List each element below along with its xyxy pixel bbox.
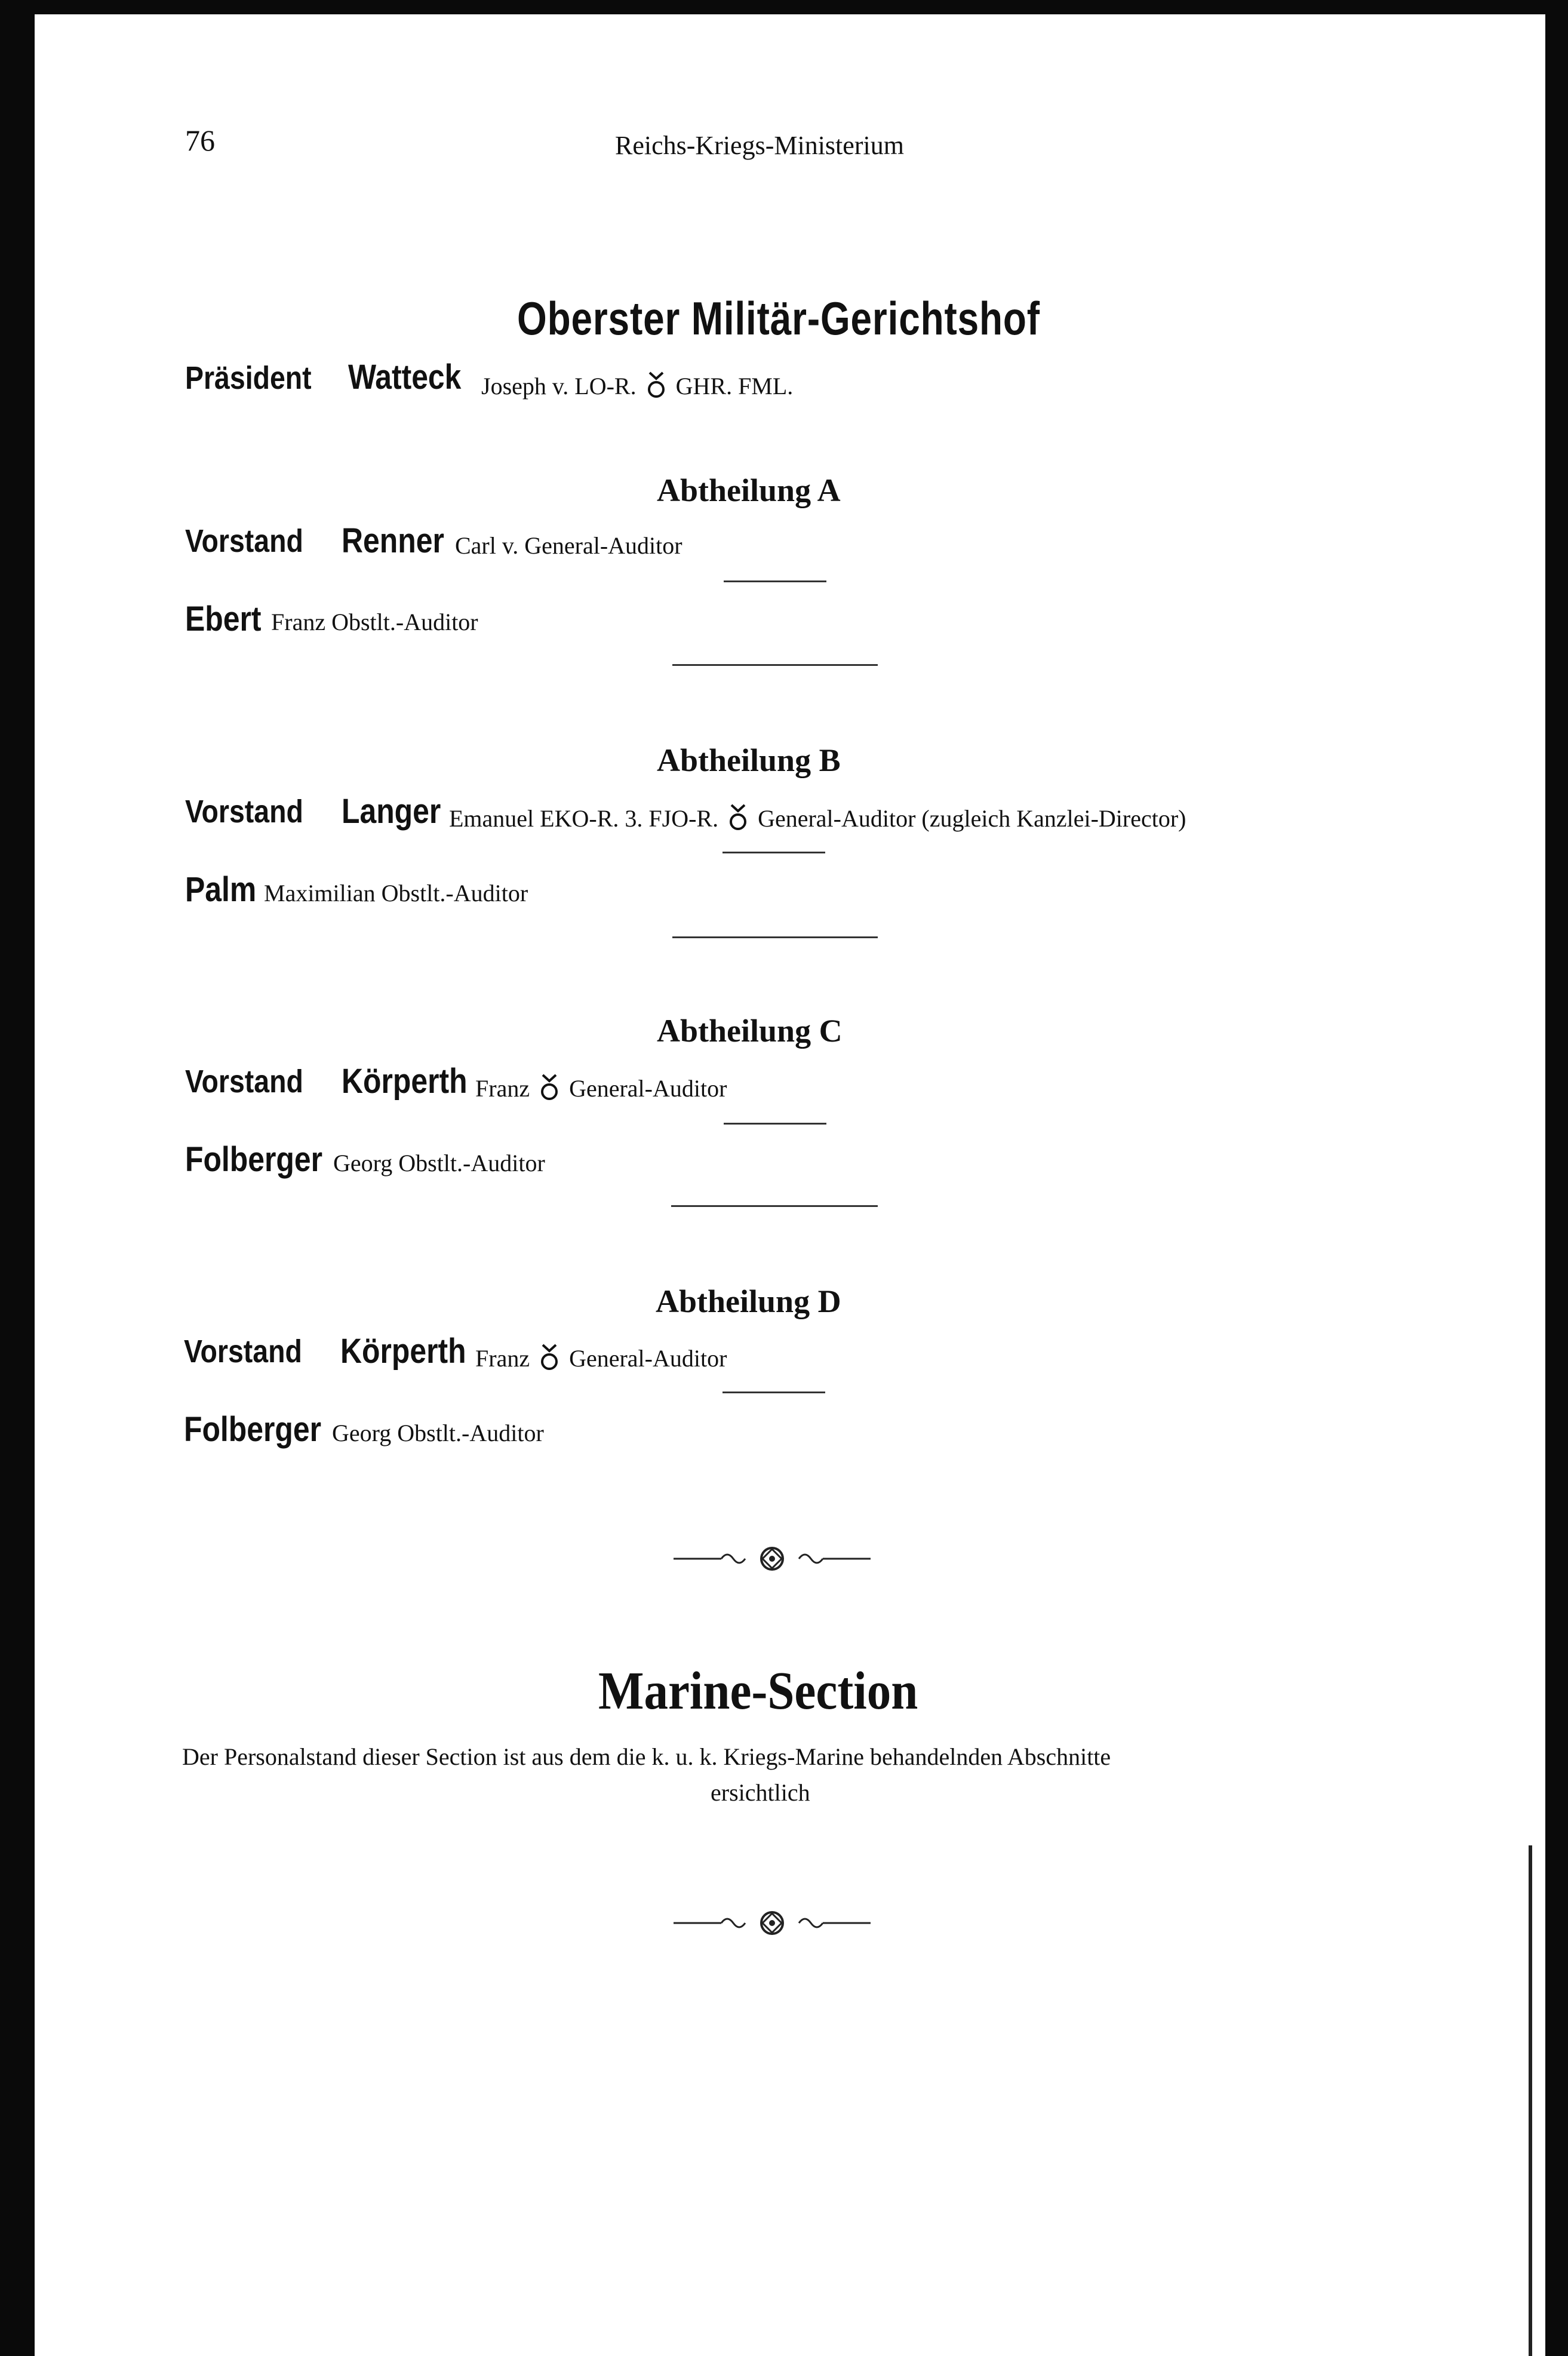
head-role-b: Vorstand: [185, 794, 303, 830]
section-title-d: Abtheilung D: [656, 1283, 841, 1319]
marine-note-line2: ersichtlich: [711, 1779, 810, 1806]
president-role: Präsident: [185, 360, 312, 396]
section-title-a: Abtheilung A: [657, 472, 841, 508]
scan-border-left: [0, 0, 35, 2356]
order-decoration-icon: [646, 370, 666, 407]
ornamental-divider-icon: [674, 1905, 871, 1943]
president-detail-text: Joseph v. LO-R.: [481, 373, 637, 400]
head-name-b: Langer: [342, 792, 441, 831]
marine-note-line1: Der Personalstand dieser Section ist aus dem die k. u. k. Kriegs-Marine behandelnden Abschnitte: [182, 1743, 1111, 1770]
member-name-c: Folberger: [185, 1140, 323, 1179]
court-title: Oberster Militär-Gerichtshof: [517, 292, 1040, 345]
order-decoration-icon: [539, 1073, 559, 1110]
head-detail-a: Carl v. General-Auditor: [455, 532, 682, 559]
member-name-a: Ebert: [185, 600, 262, 638]
head-detail-c: [475, 1073, 727, 1110]
president-name: Watteck: [348, 358, 462, 397]
rule-short: [722, 1392, 825, 1393]
rule-short: [722, 852, 825, 853]
member-name-d: Folberger: [184, 1410, 322, 1449]
president-detail: [481, 370, 793, 407]
head-detail-c-text: Franz: [475, 1075, 530, 1102]
section-title-b: Abtheilung B: [657, 742, 841, 778]
head-detail-d-rank: General-Auditor: [569, 1345, 727, 1372]
scan-border-top: [0, 0, 1568, 14]
head-detail-d-text: Franz: [475, 1345, 530, 1372]
head-role-d: Vorstand: [184, 1334, 302, 1369]
rule-long: [672, 664, 878, 666]
head-detail-b-rank: General-Auditor (zugleich Kanzlei-Director): [758, 805, 1186, 833]
head-name-c: Körperth: [342, 1062, 468, 1101]
running-head: Reichs-Kriegs-Ministerium: [615, 131, 904, 160]
member-detail-d: Georg Obstlt.-Auditor: [332, 1420, 544, 1446]
head-detail-b-text: Emanuel EKO-R. 3. FJO-R.: [449, 805, 719, 833]
head-detail-d: [475, 1343, 727, 1380]
rule-short: [724, 1123, 826, 1125]
order-decoration-icon: [728, 803, 748, 840]
scan-border-inner: [1529, 1845, 1532, 2356]
scan-border-right: [1545, 0, 1568, 2356]
head-name-a: Renner: [342, 521, 444, 560]
member-detail-c: Georg Obstlt.-Auditor: [333, 1150, 545, 1177]
member-detail-b: Maximilian Obstlt.-Auditor: [264, 880, 528, 907]
head-role-a: Vorstand: [185, 523, 303, 559]
member-detail-a: Franz Obstlt.-Auditor: [271, 609, 478, 635]
head-role-c: Vorstand: [185, 1064, 303, 1099]
head-name-d: Körperth: [340, 1332, 466, 1371]
member-name-b: Palm: [185, 870, 257, 909]
head-detail-b: [449, 803, 1186, 840]
rule-short: [724, 580, 826, 582]
marine-title: Marine-Section: [598, 1661, 918, 1721]
head-detail-c-rank: General-Auditor: [569, 1075, 727, 1102]
president-detail-rank: GHR. FML.: [675, 373, 794, 400]
page-number: 76: [185, 124, 215, 157]
rule-long: [671, 1205, 878, 1207]
order-decoration-icon: [539, 1343, 559, 1380]
rule-long: [672, 936, 878, 938]
section-title-c: Abtheilung C: [657, 1013, 843, 1049]
ornamental-divider-icon: [674, 1541, 871, 1579]
